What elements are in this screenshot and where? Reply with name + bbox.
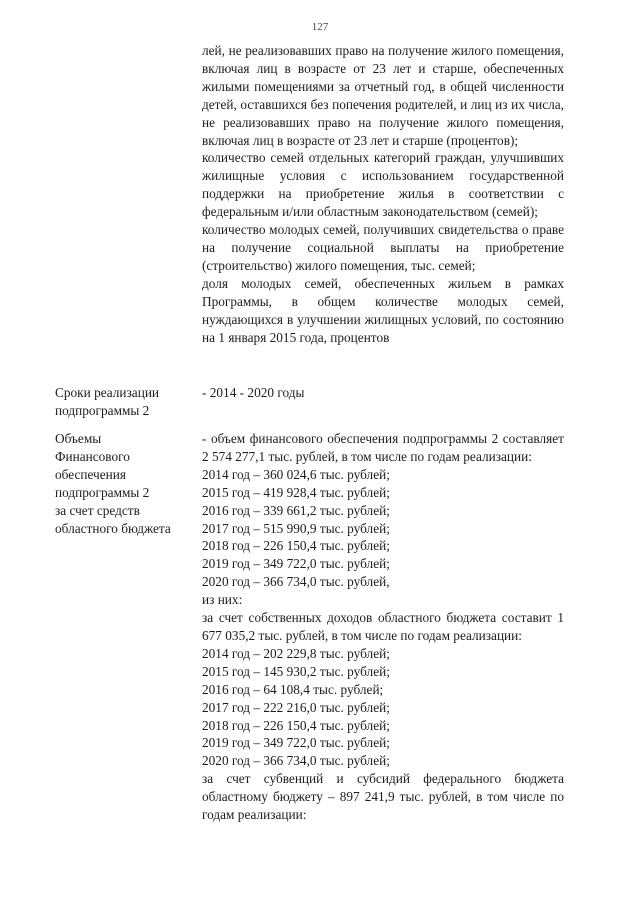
funding-label-line: Финансового bbox=[55, 448, 130, 464]
funding-block bbox=[202, 430, 564, 824]
year-line: 2020 год – 366 734,0 тыс. рублей; bbox=[202, 753, 390, 769]
funding-label bbox=[55, 430, 195, 537]
funding-label-line: областного бюджета bbox=[55, 520, 171, 536]
page-number: 127 bbox=[311, 21, 329, 33]
year-line: 2019 год – 349 722,0 тыс. рублей; bbox=[202, 735, 390, 751]
year-line: 2016 год – 64 108,4 тыс. рублей; bbox=[202, 681, 384, 697]
year-line: 2017 год – 222 216,0 тыс. рублей; bbox=[202, 699, 390, 715]
indicator-paragraph: количество семей отдельных категорий граждан, улучшивших жилищные условия с использованием государственной поддержки на приобретение жилья в соответствии с федеральным и/или областным законодательством (семей); bbox=[202, 150, 564, 220]
funding-label-line: за счет средств bbox=[55, 502, 140, 518]
year-line: 2015 год – 419 928,4 тыс. рублей; bbox=[202, 484, 390, 500]
funding-label-line: подпрограммы 2 bbox=[55, 484, 150, 500]
term-label-line: подпрограммы 2 bbox=[55, 402, 150, 418]
year-line: 2016 год – 339 661,2 тыс. рублей; bbox=[202, 502, 390, 518]
own-funds-intro: за счет собственных доходов областного бюджета составит 1 677 035,2 тыс. рублей, в том числе по годам реализации: bbox=[202, 610, 564, 643]
of-them-label: из них: bbox=[202, 592, 243, 608]
indicator-paragraph: количество молодых семей, получивших свидетельства о праве на получение социальной выплаты на приобретение (строительство) жилого помещения, тыс. семей; bbox=[202, 222, 564, 273]
year-line: 2014 год – 202 229,8 тыс. рублей; bbox=[202, 645, 390, 661]
indicator-paragraph: доля молодых семей, обеспеченных жильем в рамках Программы, в общем количестве молодых семей, нуждающихся в улучшении жилищных условий, по состоянию на 1 января 2015 года, процентов bbox=[202, 275, 564, 345]
funding-label-line: Объемы bbox=[55, 431, 102, 446]
term-value: - 2014 - 2020 годы bbox=[202, 385, 305, 400]
indicator-paragraph: лей, не реализовавших право на получение жилого помещения, включая лиц в возрасте от 23 лет и старше, обеспеченных жилыми помещениями за отчетный год, в общей численности детей, оставшихся без попечения родителей, и лиц из их числа, не реализовавших право на получение жилого помещения, включая лиц в возрасте от 23 лет и старше (процентов); bbox=[202, 43, 564, 148]
year-line: 2018 год – 226 150,4 тыс. рублей; bbox=[202, 538, 390, 554]
year-line: 2015 год – 145 930,2 тыс. рублей; bbox=[202, 663, 390, 679]
term-value-block bbox=[202, 384, 564, 402]
year-line: 2017 год – 515 990,9 тыс. рублей; bbox=[202, 520, 390, 536]
year-line: 2014 год – 360 024,6 тыс. рублей; bbox=[202, 466, 390, 482]
federal-funds-intro: за счет субвенций и субсидий федерального бюджета областному бюджету – 897 241,9 тыс. рублей, в том числе по годам реализации: bbox=[202, 771, 564, 823]
year-line: 2019 год – 349 722,0 тыс. рублей; bbox=[202, 556, 390, 572]
year-line: 2020 год – 366 734,0 тыс. рублей, bbox=[202, 574, 390, 590]
funding-label-line: обеспечения bbox=[55, 466, 126, 482]
term-label bbox=[55, 384, 195, 420]
term-label-line: Сроки реализации bbox=[55, 385, 160, 400]
year-line: 2018 год – 226 150,4 тыс. рублей; bbox=[202, 717, 390, 733]
funding-intro: - объем финансового обеспечения подпрограммы 2 составляет 2 574 277,1 тыс. рублей, в том числе по годам реализации: bbox=[202, 431, 564, 464]
indicators-block bbox=[202, 42, 564, 346]
